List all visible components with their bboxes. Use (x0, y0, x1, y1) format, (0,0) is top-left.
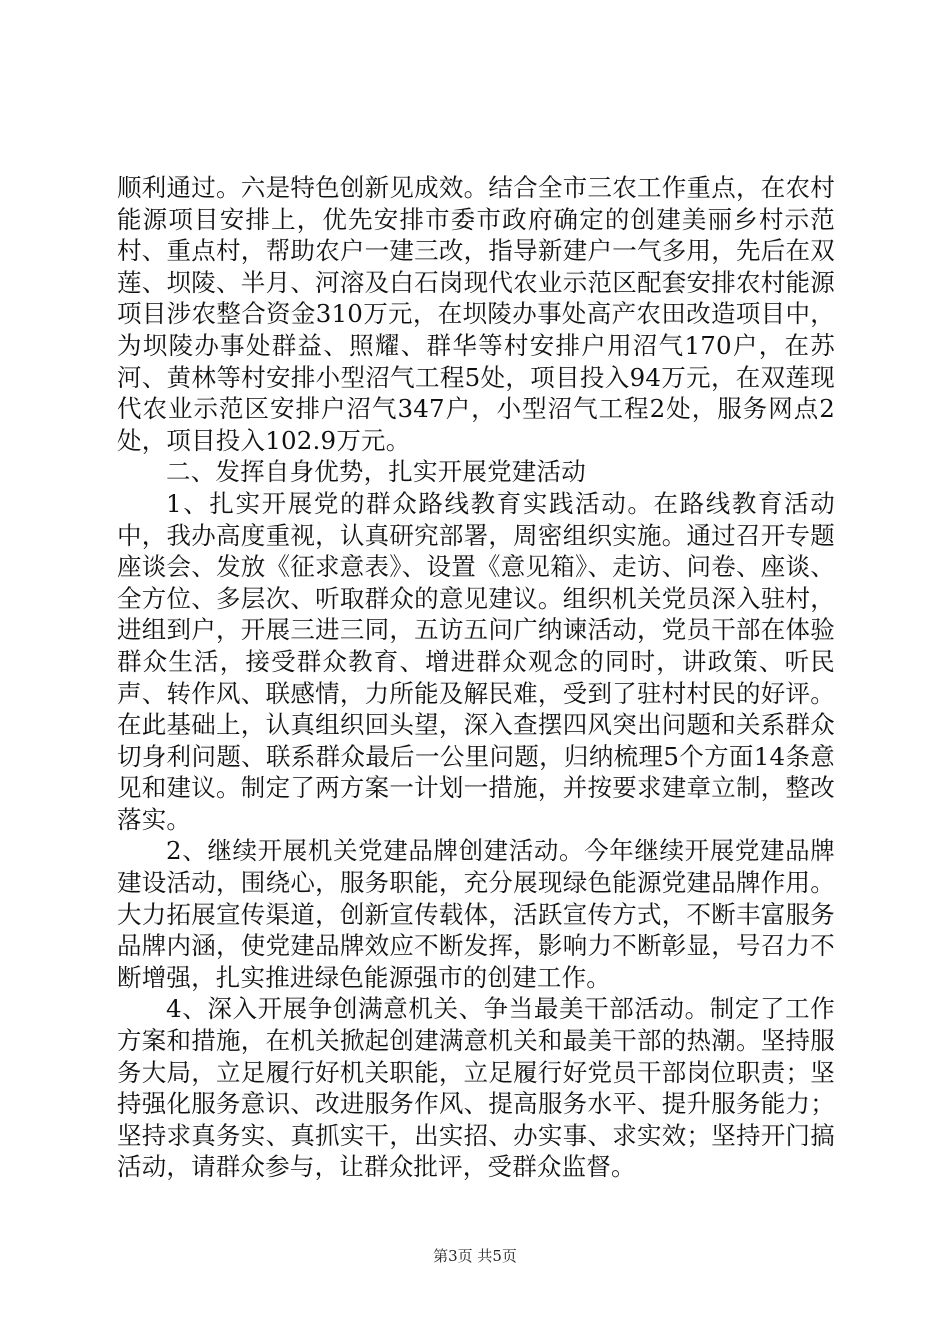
paragraph-item-4: 4、深入开展争创满意机关、争当最美干部活动。制定了工作方案和措施，在机关掀起创建满意机关和最美干部的热潮。坚持服务大局，立足履行好机关职能，立足履行好党员干部岗位职责；坚持强化服务意识、改进服务作风、提高服务水平、提升服务能力；坚持求真务实、真抓实干，出实招、办实事、求实效；坚持开门搞活动，请群众参与，让群众批评，受群众监督。 (117, 994, 835, 1182)
page-footer: 第3页 共5页 (433, 1247, 517, 1265)
body-text (117, 172, 835, 1183)
paragraph-item-1: 1、扎实开展党的群众路线教育实践活动。在路线教育活动中，我办高度重视，认真研究部署，周密组织实施。通过召开专题座谈会、发放《征求意表》、设置《意见箱》、走访、问卷、座谈、全方位、多层次、听取群众的意见建议。组织机关党员深入驻村，进组到户，开展三进三同，五访五问广纳谏活动，党员干部在体验群众生活，接受群众教育、增进群众观念的同时，讲政策、听民声、转作风、联感情，力所能及解民难，受到了驻村村民的好评。在此基础上，认真组织回头望，深入查摆四风突出问题和关系群众切身利问题、联系群众最后一公里问题，归纳梳理5个方面14条意见和建议。制定了两方案一计划一措施，并按要求建章立制，整改落实。 (117, 488, 835, 834)
section-heading: 二、发挥自身优势，扎实开展党建活动 (166, 457, 586, 487)
paragraph-continuation: 顺利通过。六是特色创新见成效。结合全市三农工作重点，在农村能源项目安排上，优先安排市委市政府确定的创建美丽乡村示范村、重点村，帮助农户一建三改，指导新建户一气多用，先后在双莲、坝陵、半月、河溶及白石岗现代农业示范区配套安排农村能源项目涉农整合资金310万元，在坝陵办事处高产农田改造项目中，为坝陵办事处群益、照耀、群华等村安排户用沼气170户，在苏河、黄林等村安排小型沼气工程5处，项目投入94万元，在双莲现代农业示范区安排户沼气347户，小型沼气工程2处，服务网点2处，项目投入102.9万元。 (117, 173, 835, 455)
paragraph-item-2: 2、继续开展机关党建品牌创建活动。今年继续开展党建品牌建设活动，围绕心，服务职能，充分展现绿色能源党建品牌作用。大力拓展宣传渠道，创新宣传载体，活跃宣传方式，不断丰富服务品牌内涵，使党建品牌效应不断发挥，影响力不断彰显，号召力不断增强，扎实推进绿色能源强市的创建工作。 (117, 836, 835, 992)
